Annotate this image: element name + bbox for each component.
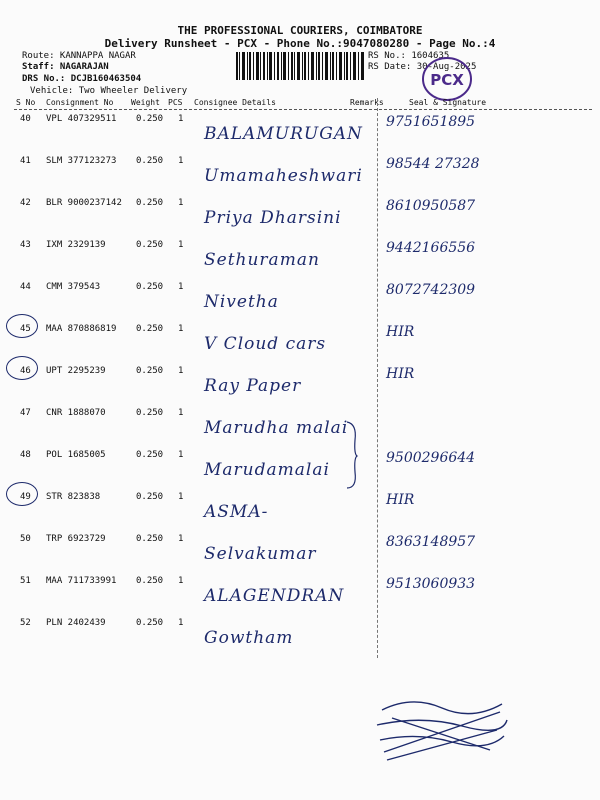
table-row: [14, 320, 592, 362]
row-consignee-handwritten: Ray Paper: [204, 376, 302, 396]
row-consignment: IXM 2329139: [46, 240, 106, 250]
col-header-sno: S No: [16, 98, 36, 107]
row-pcs: 1: [178, 576, 184, 586]
row-weight: 0.250: [136, 492, 164, 502]
row-sno: 49: [20, 492, 31, 502]
row-consignment: VPL 407329511: [46, 114, 117, 124]
rs-date: RS Date: 30-Aug-2025: [368, 62, 477, 72]
row-consignee-handwritten: Marudamalai: [204, 460, 330, 480]
row-consignee-handwritten: ALAGENDRAN: [204, 586, 345, 606]
table-row: [14, 278, 592, 320]
row-sno: 44: [20, 282, 31, 292]
row-weight: 0.250: [136, 408, 164, 418]
row-consignment: PLN 2402439: [46, 618, 106, 628]
row-sno: 40: [20, 114, 31, 124]
staff-label: Staff: NAGARAJAN: [22, 62, 109, 72]
row-sno: 52: [20, 618, 31, 628]
row-sno: 43: [20, 240, 31, 250]
table-row: [14, 614, 592, 656]
row-pcs: 1: [178, 324, 184, 334]
row-weight: 0.250: [136, 114, 164, 124]
col-header-consignment: Consignment No: [46, 98, 114, 107]
row-weight: 0.250: [136, 156, 164, 166]
row-pcs: 1: [178, 534, 184, 544]
col-header-seal: Seal & Signature: [409, 98, 487, 107]
row-sno: 51: [20, 576, 31, 586]
pcx-stamp: [420, 55, 474, 103]
table-row: [14, 110, 592, 152]
grouping-bracket: [345, 420, 359, 490]
row-sno: 46: [20, 366, 31, 376]
row-signature: HIR: [386, 324, 415, 340]
runsheet-table: [14, 98, 592, 658]
col-header-remarks: Remarks: [350, 98, 384, 107]
runsheet-subtitle: Delivery Runsheet - PCX - Phone No.:9047080280 - Page No.:4: [104, 37, 496, 50]
drs-number: DRS No.: DCJB160463504: [22, 74, 142, 84]
row-sno: 47: [20, 408, 31, 418]
row-consignee-handwritten: Selvakumar: [204, 544, 317, 564]
table-row: [14, 194, 592, 236]
table-row: [14, 152, 592, 194]
row-signature: 9751651895: [386, 114, 476, 130]
row-weight: 0.250: [136, 324, 164, 334]
col-header-weight: Weight: [131, 98, 160, 107]
runsheet-title: THE PROFESSIONAL COURIERS, COIMBATORE: [177, 24, 423, 37]
stamp-text: PCX: [430, 71, 464, 89]
row-consignee-handwritten: Priya Dharsini: [204, 208, 342, 228]
vehicle-label: Vehicle: Two Wheeler Delivery: [30, 86, 188, 96]
row-pcs: 1: [178, 114, 184, 124]
row-consignee-handwritten: V Cloud cars: [204, 334, 327, 354]
row-signature: HIR: [386, 366, 415, 382]
row-pcs: 1: [178, 492, 184, 502]
row-consignment: BLR 9000237142: [46, 198, 122, 208]
row-pcs: 1: [178, 450, 184, 460]
table-row: [14, 362, 592, 404]
row-consignee-handwritten: ASMA-: [204, 502, 269, 522]
row-consignee-handwritten: BALAMURUGAN: [204, 124, 363, 144]
row-sno: 50: [20, 534, 31, 544]
row-signature: 9500296644: [386, 450, 476, 466]
table-row: [14, 488, 592, 530]
row-weight: 0.250: [136, 618, 164, 628]
rs-number: RS No.: 1604635: [368, 51, 450, 61]
row-consignment: SLM 377123273: [46, 156, 117, 166]
row-pcs: 1: [178, 282, 184, 292]
table-row: [14, 446, 592, 488]
barcode-image: [236, 52, 364, 80]
table-row: [14, 236, 592, 278]
row-signature: 9442166556: [386, 240, 476, 256]
row-sno: 45: [20, 324, 31, 334]
row-pcs: 1: [178, 156, 184, 166]
row-consignment: CMM 379543: [46, 282, 101, 292]
row-weight: 0.250: [136, 450, 164, 460]
row-signature: 98544 27328: [386, 156, 480, 172]
row-consignee-handwritten: Marudha malai: [204, 418, 349, 438]
crossed-out-signature: [372, 690, 512, 770]
row-consignee-handwritten: Umamaheshwari: [204, 166, 363, 186]
row-signature: 8610950587: [386, 198, 476, 214]
row-pcs: 1: [178, 240, 184, 250]
row-weight: 0.250: [136, 240, 164, 250]
route-label: Route: KANNAPPA NAGAR: [22, 51, 136, 61]
row-pcs: 1: [178, 198, 184, 208]
row-pcs: 1: [178, 618, 184, 628]
table-row: [14, 530, 592, 572]
row-consignee-handwritten: Nivetha: [204, 292, 279, 312]
row-signature: 8363148957: [386, 534, 476, 550]
row-consignment: UPT 2295239: [46, 366, 106, 376]
row-signature: 9513060933: [386, 576, 476, 592]
row-weight: 0.250: [136, 534, 164, 544]
row-pcs: 1: [178, 366, 184, 376]
row-sno: 48: [20, 450, 31, 460]
row-weight: 0.250: [136, 282, 164, 292]
row-consignment: MAA 711733991: [46, 576, 117, 586]
row-sno: 42: [20, 198, 31, 208]
row-pcs: 1: [178, 408, 184, 418]
row-consignee-handwritten: Gowtham: [204, 628, 294, 648]
row-weight: 0.250: [136, 198, 164, 208]
table-row: [14, 572, 592, 614]
row-signature: HIR: [386, 492, 415, 508]
row-consignment: TRP 6923729: [46, 534, 106, 544]
row-consignment: POL 1685005: [46, 450, 106, 460]
row-sno: 41: [20, 156, 31, 166]
row-weight: 0.250: [136, 576, 164, 586]
table-row: [14, 404, 592, 446]
row-signature: 8072742309: [386, 282, 476, 298]
row-consignment: CNR 1888070: [46, 408, 106, 418]
row-consignment: STR 823838: [46, 492, 101, 502]
row-consignee-handwritten: Sethuraman: [204, 250, 320, 270]
row-weight: 0.250: [136, 366, 164, 376]
row-consignment: MAA 870886819: [46, 324, 117, 334]
col-header-consignee: Consignee Details: [194, 98, 276, 107]
col-header-pcs: PCS: [168, 98, 183, 107]
